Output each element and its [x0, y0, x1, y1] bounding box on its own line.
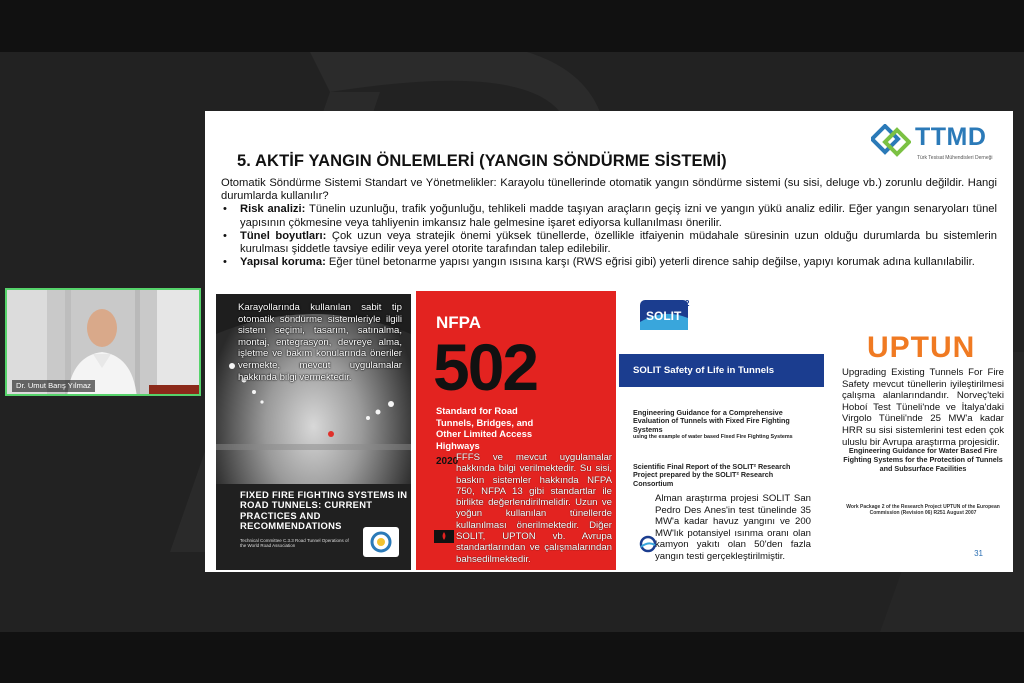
- page-number: 31: [974, 549, 983, 558]
- solit-banner-text: SOLIT Safety of Life in Tunnels: [633, 365, 775, 376]
- bullet-head: Risk analizi:: [240, 203, 306, 216]
- solit-logo-icon: [638, 294, 694, 334]
- nfpa-year: 2020: [436, 456, 459, 467]
- nfpa-logo-icon: [432, 529, 456, 549]
- top-bar: [0, 0, 1024, 52]
- ttmd-logo-text: TTMD: [915, 123, 987, 151]
- participant-name-label: Dr. Umut Barış Yılmaz: [12, 380, 95, 392]
- solit-doc2-title: Scientific Final Report of the SOLIT² Research Project prepared by the SOLIT² Research Consortium: [633, 462, 791, 488]
- presentation-slide: [205, 111, 1013, 572]
- uptun-logo: [865, 327, 975, 367]
- bullet-item: [221, 230, 997, 256]
- bottom-bar: [0, 632, 1024, 683]
- uptun-work-package: Work Package 2 of the Research Project UPTUN of the European Commission (Revision 06) R251 August 2007: [846, 504, 1000, 516]
- bullet-item: [221, 203, 997, 229]
- uptun-description: Upgrading Existing Tunnels For Fire Safety mevcut tünellerin iyileştirilmesi çalışma alanlarındandır. Norveç'teki Hoboí Test Tüneli'nde ve İtalya'daki Virgolo Tüneli'nde 25 MW'a kadar HRR su sisi sistemlerini test eden çok uluslu bir Avrupa araştırma projesidir.: [842, 367, 1004, 448]
- solit-description: Alman araştırma projesi SOLIT San Pedro Des Anes'in test tünelinde 35 MW'a kadar havuz yangını ve 200 MW'lık potansiyel ısınma oranı olan kamyon yakıtı olan 50'den fazla yangın testi gerçekleştirilmiştir.: [655, 493, 811, 562]
- solit-doc1-title: Engineering Guidance for a Comprehensive Evaluation of Tunnels with Fixed Fire Fighting Systems: [633, 408, 790, 434]
- ttmd-diamond-icon: [871, 124, 911, 158]
- uptun-logo-text: UPTUN: [867, 331, 975, 364]
- nfpa-502-cover: [416, 291, 616, 570]
- nfpa-number: 502: [433, 330, 538, 404]
- slide-title: 5. AKTİF YANGIN ÖNLEMLERİ (YANGIN SÖNDÜRME SİSTEMİ): [237, 152, 727, 170]
- ttmd-logo-sub: Türk Tesisat Mühendisleri Derneği: [917, 155, 993, 161]
- solit-banner: [619, 354, 824, 387]
- uptun-guidance: Engineering Guidance for Water Based Fire Fighting Systems for the Protection of Tunnels and Subsurface Facilities: [843, 446, 1003, 473]
- bullet-dot-icon: •: [223, 203, 227, 216]
- solit-doc1: [633, 409, 793, 441]
- ttmd-logo: [871, 121, 1005, 167]
- svg-text:SOLIT: SOLIT: [646, 309, 682, 323]
- nfpa-description: FFFS ve mevcut uygulamalar hakkında bilgi verilmektedir. Su sisi, baskın sistemler hakkında NFPA 750, NFPA 13 gibi standartlar ile birlikte değerlendirilmelidir. Uzun ve yoğun kullanılan tünellerde kullanılması önerilmektedir. Diğer SOLIT, UPTON vb. Avrupa standartlarından ve çalışmalarından bahsedilmektedir.: [456, 452, 612, 565]
- screen-share-stage: [0, 52, 1024, 632]
- piarc-badge-icon: [363, 527, 399, 557]
- svg-text:2: 2: [685, 299, 690, 308]
- bullet-dot-icon: •: [223, 229, 227, 242]
- bullet-list: [221, 203, 997, 269]
- bullet-text: Çok uzun veya stratejik önemi yüksek tünellerde, özellikle itfaiyenin müdahale süresinin uzun olduğu durumlarda bu sistemlerin kurulması şiddetle tavsiye edilir veya yerel otorite tarafından talep edilebilir.: [240, 229, 998, 256]
- bullet-text: Eğer tünel betonarme yapısı yangın ısısına karşı (RWS eğrisi gibi) yeterli dirence sahip değilse, yapıyı korumak adına kullanılabilir.: [325, 256, 975, 269]
- bullet-dot-icon: •: [223, 256, 227, 269]
- piarc-report-cover: [216, 294, 411, 570]
- bullet-item: [221, 256, 997, 269]
- slide-body: [221, 177, 997, 269]
- solit-doc1-sub: using the example of water based Fixed Fire Fighting Systems: [633, 434, 793, 441]
- piarc-committee: Technical Committee C.3.3 Road Tunnel Operations of the World Road Association: [240, 538, 349, 548]
- solit-doc2: [633, 463, 803, 488]
- nfpa-standard-title: Standard for Road Tunnels, Bridges, and Other Limited Access Highways: [436, 405, 534, 451]
- bullet-head: Yapısal koruma:: [240, 256, 326, 269]
- solit-small-logo-icon: [637, 535, 659, 553]
- nfpa-brand: NFPA: [436, 313, 482, 332]
- piarc-overlay-text: Karayollarında kullanılan sabit tip otomatik söndürme sistemleriyle ilgili sistem seçimi, tasarım, satınalma, montaj, entegrasyon, devreye alma, işletme ve bakım konularında öneriler vermekte, mevcut uygulamalar hakkında bilgi vermektedir.: [238, 302, 402, 383]
- bullet-text: Tünelin uzunluğu, trafik yoğunluğu, tehlikeli madde taşıyan araçların geçiş izni ve yangın yükü analiz edilir. Eğer yangın senaryoları tünel yapısının çökmesine veya tahliyenin imkansız hale gelmesine işaret ediyorsa kullanılması önerilir.: [240, 203, 997, 229]
- participant-video-tile[interactable]: [5, 288, 201, 396]
- piarc-cover-title: FIXED FIRE FIGHTING SYSTEMS IN ROAD TUNNELS: CURRENT PRACTICES AND RECOMMENDATIONS: [240, 489, 408, 532]
- bullet-head: Tünel boyutları:: [240, 229, 327, 242]
- intro-text: Otomatik Söndürme Sistemi Standart ve Yönetmelikler: Karayolu tünellerinde otomatik yangın söndürme sistemi (su sisi, deluge vb.) zorunlu değildir. Hangi durumlarda kullanılır?: [221, 177, 997, 203]
